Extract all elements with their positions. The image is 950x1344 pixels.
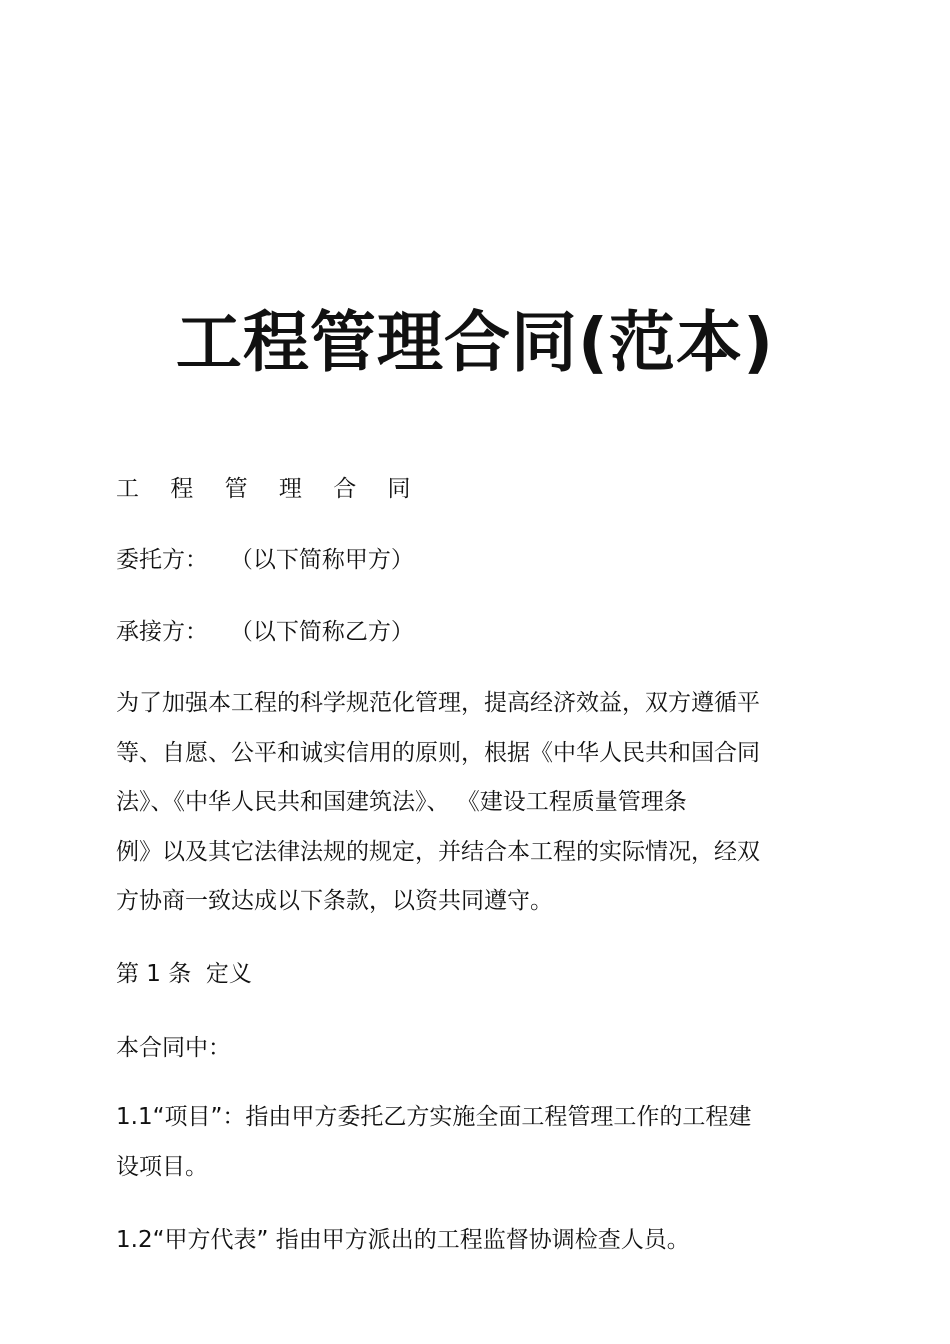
preamble-line: 例》以及其它法律法规的规定，并结合本工程的实际情况，经双 <box>116 838 760 865</box>
contractor-party-line: 承接方： （以下简称乙方） <box>116 619 414 645</box>
client-party-line: 委托方： （以下简称甲方） <box>116 547 414 573</box>
document-subtitle: 工 程 管 理 合 同 <box>116 476 423 502</box>
preamble-paragraph <box>116 679 836 927</box>
preamble-line: 为了加强本工程的科学规范化管理，提高经济效益，双方遵循平 <box>116 690 760 716</box>
clause-1-1 <box>116 1093 836 1192</box>
article-1-heading: 第 1 条 定义 <box>116 961 252 987</box>
clause-1-2: 1.2“甲方代表” 指由甲方派出的工程监督协调检查人员。 <box>116 1227 690 1253</box>
document-title: 工程管理合同(范本) <box>175 304 775 381</box>
clause-line: 设项目。 <box>116 1153 208 1180</box>
preamble-line: 方协商一致达成以下条款，以资共同遵守。 <box>116 888 553 914</box>
clause-line: 1.1“项目”：指由甲方委托乙方实施全面工程管理工作的工程建 <box>116 1104 752 1130</box>
preamble-line: 法》、《中华人民共和国建筑法》、 《建设工程质量管理条 <box>116 789 687 815</box>
article-1-intro: 本合同中： <box>116 1035 231 1061</box>
preamble-line: 等、自愿、公平和诚实信用的原则，根据《中华人民共和国合同 <box>116 739 760 766</box>
